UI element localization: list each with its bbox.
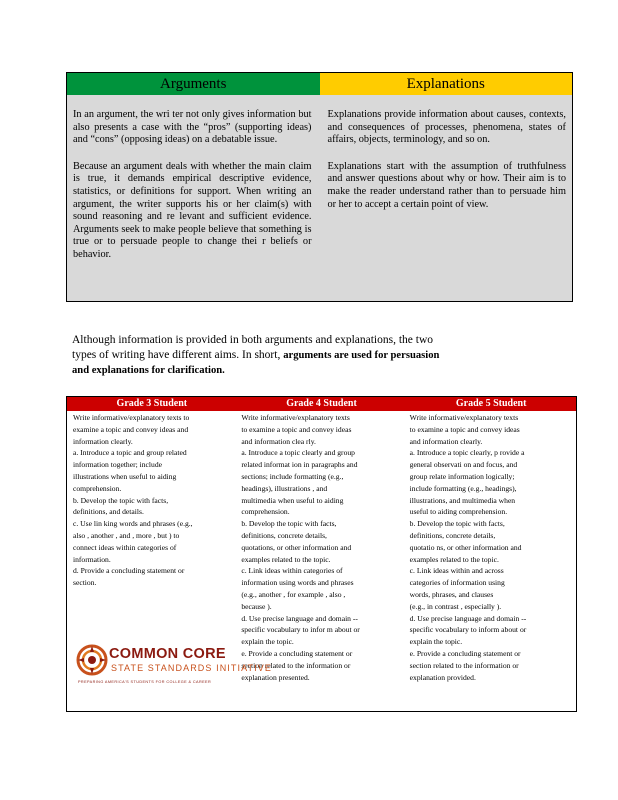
standard-line: general observati on and focus, and	[409, 460, 518, 470]
standard-line: e. Provide a concluding statement or	[409, 648, 521, 658]
arguments-column	[73, 109, 320, 276]
standard-line: definitions, concrete details,	[409, 530, 496, 540]
standard-line: words, phrases, and clauses	[409, 589, 494, 599]
standard-line: (e.g., in contrast , especially ).	[409, 601, 502, 611]
standard-line: and information clearly.	[409, 436, 483, 446]
standard-line: c. Link ideas within categories of	[241, 566, 343, 576]
standard-line: d. Use precise language and domain --	[241, 613, 358, 623]
summary-text: types of writing have different aims. In short,	[72, 349, 284, 361]
standard-line: specific vocabulary to infor m about or	[241, 625, 360, 635]
standard-line: information together; include	[73, 460, 162, 470]
standard-line: Write informative/explanatory texts to	[73, 413, 190, 422]
standard-line: and information clea rly.	[241, 436, 316, 446]
standard-line: to examine a topic and convey ideas	[409, 424, 520, 434]
standard-line: illustrations when useful to aiding	[73, 471, 177, 481]
logo-title: COMMON CORE	[109, 646, 226, 662]
standard-line: examine a topic and convey ideas and	[73, 424, 189, 434]
grade-4-header: Grade 4 Student	[286, 398, 357, 409]
standard-line: illustrations, and multimedia when	[409, 495, 516, 505]
summary-paragraph	[72, 333, 532, 378]
summary-emphasis: arguments are used for persuasion	[283, 350, 440, 361]
standard-line: a. Introduce a topic clearly, p rovide a	[409, 448, 525, 458]
standard-line: headings), illustrations , and	[241, 483, 328, 493]
grade-header-row	[67, 397, 576, 411]
standard-line: include formatting (e.g., headings),	[409, 483, 517, 493]
standard-line: information clearly.	[73, 436, 133, 446]
standard-line: connect ideas within categories of	[73, 542, 177, 552]
standard-line: explanation provided.	[409, 672, 476, 682]
comparison-header-row	[67, 73, 572, 95]
standard-line: comprehension.	[241, 507, 290, 517]
explanations-paragraph: Explanations start with the assumption of truthfulness and answer questions about why or how. Their aim is to make the reader understand rather than to persuade him or her to accept a certain point of view.	[327, 160, 566, 210]
grade-3-header: Grade 3 Student	[116, 398, 188, 409]
standard-line: examples related to the topic.	[409, 554, 499, 564]
standard-line: definitions, and details.	[73, 507, 144, 517]
standard-line: comprehension.	[73, 483, 122, 493]
standard-line: Write informative/explanatory texts	[409, 413, 519, 422]
standard-line: useful to aiding comprehension.	[409, 507, 508, 517]
standard-line: b. Develop the topic with facts,	[409, 519, 505, 529]
summary-line	[72, 348, 532, 363]
arguments-paragraph: In an argument, the wri ter not only gives information but also presents a case with the “pros” (supporting ideas) and “cons” (opposing ideas) on a debatable issue.	[73, 109, 312, 146]
standard-line: group relate information logically;	[409, 471, 515, 481]
standard-line: quotations, or other information and	[241, 542, 352, 552]
logo-tagline: PREPARING AMERICA'S STUDENTS FOR COLLEGE & CAREER	[78, 680, 212, 684]
summary-emphasis: and explanations for clarification.	[72, 365, 225, 376]
common-core-logo	[76, 640, 272, 694]
arguments-paragraph: Because an argument deals with whether the main claim is true, it demands empirical descriptive evidence, statistics, or definitions for support. When writing an argument, the writer supports his or her claim(s) with sound reasoning and re levant and sufficient evidence. Arguments seek to make people believe that something is true or to persuade people to change thei r beliefs or behavior.	[73, 160, 312, 260]
standard-line: b. Develop the topic with facts,	[241, 519, 337, 529]
standard-line: Write informative/explanatory texts	[241, 413, 350, 422]
grade-5-header: Grade 5 Student	[455, 398, 527, 409]
standard-line: b. Develop the topic with facts,	[73, 495, 169, 505]
standard-line: section related to the information or	[241, 660, 351, 670]
grade-4-column	[237, 412, 405, 683]
standard-line: d. Provide a concluding statement or	[73, 566, 185, 576]
standard-line: explanation presented.	[241, 672, 310, 682]
standard-line: multimedia when useful to aiding	[241, 495, 344, 505]
standard-line: section.	[73, 578, 97, 588]
standard-line: to examine a topic and convey ideas	[241, 424, 352, 434]
standard-line: information using words and phrases	[241, 578, 354, 588]
standard-line: e. Provide a concluding statement or	[241, 648, 353, 658]
standard-line: explain the topic.	[241, 637, 294, 647]
explanations-header: Explanations	[320, 73, 573, 95]
arguments-explanations-table	[66, 72, 573, 302]
grade-5-column	[406, 412, 574, 683]
standard-line: information.	[73, 554, 111, 564]
standard-line: (e.g., another , for example , also ,	[241, 589, 346, 599]
summary-line: Although information is provided in both arguments and explanations, the two	[72, 334, 434, 346]
standard-line: related informat ion in paragraphs and	[241, 460, 358, 470]
standard-line: c. Use lin king words and phrases (e.g.,	[73, 519, 193, 529]
explanations-paragraph: Explanations provide information about causes, contexts, and consequences of processes, phenomena, states of affairs, objects, terminology, and so on.	[327, 109, 566, 146]
logo-subtitle: STATE STANDARDS INITIATIVE	[111, 663, 272, 673]
standard-line: categories of information using	[409, 578, 505, 588]
standard-line: d. Use precise language and domain --	[409, 613, 527, 623]
explanations-column	[320, 109, 567, 276]
standard-line: a. Introduce a topic and group related	[73, 448, 187, 458]
standard-line: also , another , and , more , but ) to	[73, 530, 180, 540]
standard-line: because ).	[241, 601, 272, 611]
standard-line: definitions, concrete details,	[241, 530, 327, 540]
standard-line: examples related to the topic.	[241, 554, 331, 564]
arguments-header: Arguments	[67, 73, 320, 95]
standard-line: sections; include formatting (e.g.,	[241, 471, 344, 481]
common-core-emblem-icon	[76, 644, 108, 676]
standard-line: a. Introduce a topic clearly and group	[241, 448, 355, 458]
standard-line: specific vocabulary to inform about or	[409, 625, 527, 635]
standard-line: section related to the information or	[409, 660, 519, 670]
standard-line: c. Link ideas within and across	[409, 566, 504, 576]
standard-line: explain the topic.	[409, 637, 463, 647]
standard-line: quotatio ns, or other information and	[409, 542, 522, 552]
